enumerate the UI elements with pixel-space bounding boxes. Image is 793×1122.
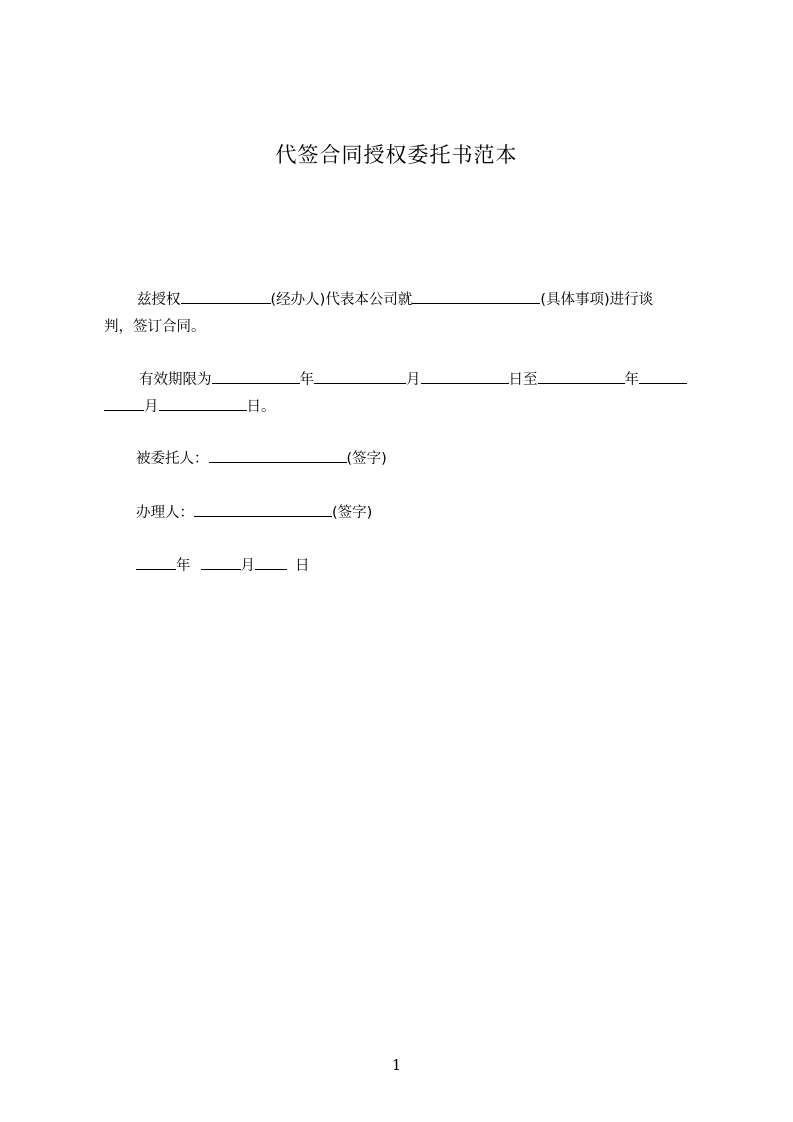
agent-represent-text: (经办人)代表本公司就 (270, 292, 413, 308)
authorization-line-1 (104, 287, 704, 314)
validity-line-1 (104, 367, 704, 394)
end-year-blank (538, 369, 625, 384)
end-month-blank-part2 (104, 396, 144, 411)
end-month-blank-part1 (639, 369, 687, 384)
start-month-blank (314, 369, 406, 384)
trustee-line (104, 446, 704, 473)
date-year-blank (136, 555, 176, 570)
validity-paragraph (104, 367, 704, 421)
date-month-blank (201, 555, 241, 570)
authorization-line-2 (104, 314, 704, 341)
end-day-blank (159, 396, 247, 411)
trustee-paragraph (104, 446, 704, 473)
agent-name-blank (181, 289, 271, 304)
start-year-blank (212, 369, 300, 384)
trustee-label: 被委托人： (136, 451, 209, 467)
validity-label: 有效期限为 (139, 372, 212, 388)
date-year-text: 年 (176, 558, 191, 574)
start-day-text: 日至 (508, 372, 538, 388)
start-year-text: 年 (299, 372, 314, 388)
start-month-text: 月 (406, 372, 421, 388)
start-day-blank (421, 369, 509, 384)
handler-label: 办理人： (136, 505, 194, 521)
end-year-text: 年 (624, 372, 639, 388)
handler-sign-text: (签字) (332, 505, 373, 521)
date-month-text: 月 (240, 558, 255, 574)
date-line (104, 553, 704, 580)
trustee-signature-blank (209, 448, 347, 463)
validity-line-2 (104, 394, 704, 421)
sign-contract-text: 判，签订合同。 (104, 319, 206, 335)
handler-signature-blank (194, 502, 332, 517)
date-day-text: 日 (295, 558, 310, 574)
end-day-text: 日。 (246, 399, 276, 415)
page-number: 1 (391, 1056, 402, 1074)
handler-line (104, 500, 704, 527)
matter-text: (具体事项)进行谈 (540, 292, 654, 308)
date-paragraph (104, 553, 704, 580)
document-title: 代签合同授权委托书范本 (275, 143, 518, 167)
authorize-text: 兹授权 (137, 292, 181, 308)
handler-paragraph (104, 500, 704, 527)
matter-blank (412, 289, 540, 304)
date-day-blank (255, 555, 287, 570)
end-month-text: 月 (144, 399, 159, 415)
trustee-sign-text: (签字) (346, 451, 387, 467)
authorization-paragraph (104, 287, 704, 341)
